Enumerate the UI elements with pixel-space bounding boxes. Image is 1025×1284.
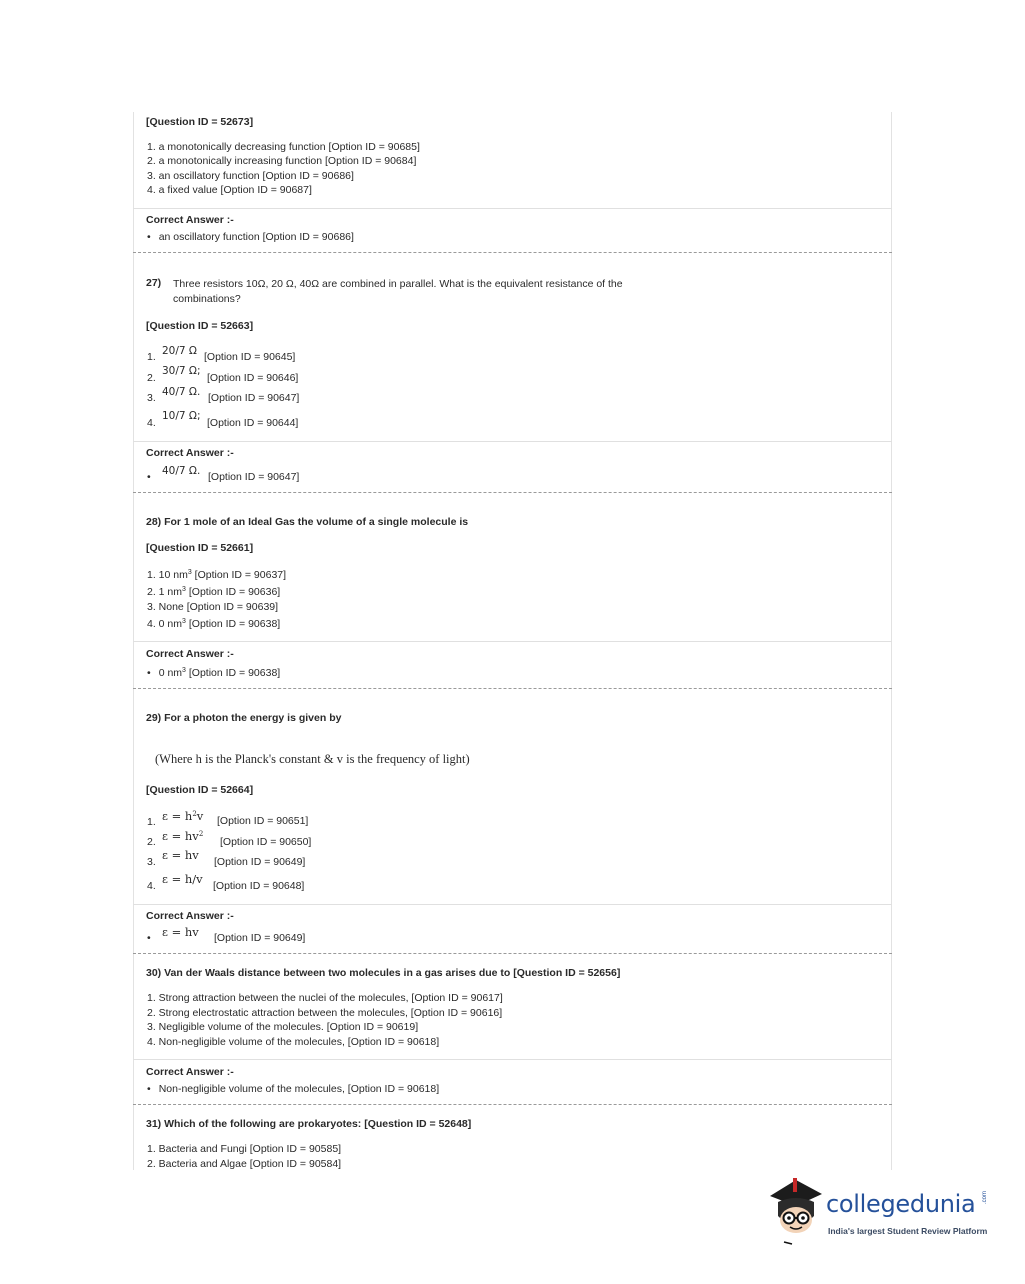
q30-option-1: 1. Strong attraction between the nuclei of the molecules, [Option ID = 90617] [147,992,503,1004]
q27-correct-value: 40/7 Ω. [162,465,201,477]
q29-option-2-formula: $\varepsilon = hv^2$ [162,829,204,843]
mascot-icon [766,1176,826,1246]
collegedunia-logo[interactable] [766,1176,996,1246]
question-separator [133,492,892,493]
q27-option-2-number: 2. [147,372,156,384]
question-separator [133,1104,892,1105]
q26-option-4: 4. a fixed value [Option ID = 90687] [147,184,312,196]
q29-correct-id: [Option ID = 90649] [214,932,306,944]
q28-option-4: 4. 0 $nm^3$ [Option ID = 90638] [147,618,281,630]
q27-number: 27) [146,277,162,289]
q27-option-2-value: 30/7 Ω; [162,365,201,377]
q27-question-id: [Question ID = 52663] [146,320,254,332]
q29-option-1-formula: $\varepsilon = h^2v$ [162,809,204,823]
q29-option-2-number: 2. [147,836,156,848]
q28-question-id: [Question ID = 52661] [146,542,254,554]
q27-text-line1: Three resistors 10Ω, 20 Ω, 40Ω are combined in parallel. What is the equivalent resistance of the [173,278,623,290]
divider [133,1059,892,1060]
q29-option-3-number: 3. [147,856,156,868]
q26-option-3: 3. an oscillatory function [Option ID = 90686] [147,170,354,182]
q27-option-4-id: [Option ID = 90644] [207,417,299,429]
q26-option-2: 2. a monotonically increasing function [Option ID = 90684] [147,155,417,167]
bullet: • [147,932,151,944]
q30-correct-answer: • Non-negligible volume of the molecules, [Option ID = 90618] [147,1083,439,1096]
q27-option-3-id: [Option ID = 90647] [208,392,300,404]
q29-option-2-id: [Option ID = 90650] [220,836,312,848]
q27-correct-id: [Option ID = 90647] [208,471,300,483]
q31-option-2: 2. Bacteria and Algae [Option ID = 90584] [147,1158,342,1170]
q29-option-4-formula: ε = h/v [162,872,203,886]
q31-option-1: 1. Bacteria and Fungi [Option ID = 90585] [147,1143,342,1155]
question-separator [133,688,892,689]
q29-correct-label: Correct Answer :- [146,910,234,922]
bullet: • [147,471,151,483]
q27-option-3-number: 3. [147,392,156,404]
q30-option-4: 4. Non-negligible volume of the molecules, [Option ID = 90618] [147,1036,440,1048]
q28-correct-answer: • 0 $nm^3$ [Option ID = 90638] [147,667,280,680]
divider [133,441,892,442]
q29-title: 29) For a photon the energy is given by [146,712,342,724]
q27-text-line2: combinations? [173,293,241,305]
q27-option-1-value: 20/7 Ω [162,345,197,357]
brand-name: collegedunia [826,1190,976,1218]
q27-option-2-id: [Option ID = 90646] [207,372,299,384]
q29-correct-formula: ε = hv [162,925,199,939]
q29-option-1-number: 1. [147,816,156,828]
divider [133,208,892,209]
q30-correct-label: Correct Answer :- [146,1066,234,1078]
q28-option-3: 3. None [Option ID = 90639] [147,601,279,613]
q31-title: 31) Which of the following are prokaryotes: [Question ID = 52648] [146,1118,472,1130]
question-separator [133,252,892,253]
divider [133,904,892,905]
q29-option-3-id: [Option ID = 90649] [214,856,306,868]
q28-option-2: 2. 1 $nm^3$ [Option ID = 90636] [147,586,281,598]
q27-option-1-number: 1. [147,351,156,363]
q27-option-3-value: 40/7 Ω. [162,386,201,398]
q27-option-4-number: 4. [147,417,156,429]
q29-option-4-number: 4. [147,880,156,892]
q28-correct-label: Correct Answer :- [146,648,234,660]
q30-title: 30) Van der Waals distance between two molecules in a gas arises due to [Question ID = 52656] [146,967,621,979]
q26-question-id: [Question ID = 52673] [146,116,254,128]
q28-title: 28) For 1 mole of an Ideal Gas the volume of a single molecule is [146,516,469,528]
q27-option-1-id: [Option ID = 90645] [204,351,296,363]
q28-option-1: 1. 10 $nm^3$ [Option ID = 90637] [147,569,287,581]
q26-correct-label: Correct Answer :- [146,214,234,226]
q30-option-3: 3. Negligible volume of the molecules. [Option ID = 90619] [147,1021,419,1033]
q27-correct-label: Correct Answer :- [146,447,234,459]
brand-tagline: India's largest Student Review Platform [828,1226,988,1236]
q29-option-4-id: [Option ID = 90648] [213,880,305,892]
brand-suffix: .com [982,1190,988,1204]
q29-note: (Where h is the Planck's constant & v is the frequency of light) [155,752,470,766]
q27-option-4-value: 10/7 Ω; [162,410,201,422]
q26-correct-answer: • an oscillatory function [Option ID = 90686] [147,231,354,244]
divider [133,641,892,642]
q29-question-id: [Question ID = 52664] [146,784,254,796]
q26-option-1: 1. a monotonically decreasing function [Option ID = 90685] [147,141,420,153]
q29-option-1-id: [Option ID = 90651] [217,815,309,827]
question-separator [133,953,892,954]
q29-option-3-formula: ε = hv [162,848,199,862]
q30-option-2: 2. Strong electrostatic attraction between the molecules, [Option ID = 90616] [147,1007,503,1019]
